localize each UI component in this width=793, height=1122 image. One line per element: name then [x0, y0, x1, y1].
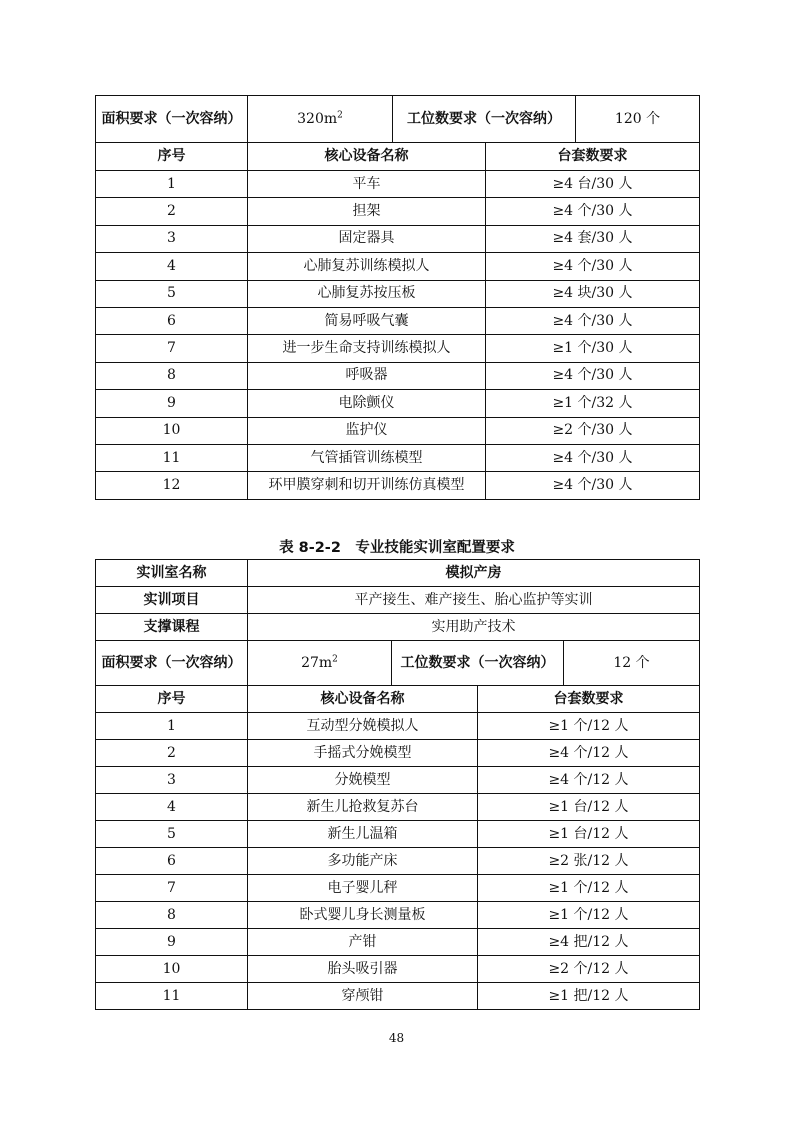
table-header-row	[96, 686, 700, 713]
row-equipment-name: 简易呼吸气囊	[248, 307, 486, 334]
row-equipment-name: 气管插管训练模型	[248, 444, 486, 471]
row-no: 6	[96, 848, 248, 875]
row-no: 11	[96, 983, 248, 1010]
row-equipment-name: 分娩模型	[248, 767, 478, 794]
row-equipment-name: 新生儿抢救复苏台	[248, 794, 478, 821]
course-label: 支撑课程	[96, 614, 248, 641]
table-row	[96, 875, 700, 902]
project-row	[96, 587, 700, 614]
table-row	[96, 794, 700, 821]
row-no: 3	[96, 767, 248, 794]
row-quantity: ≥4 个/30 人	[486, 253, 700, 280]
row-no: 7	[96, 335, 248, 362]
row-no: 7	[96, 875, 248, 902]
row-no: 1	[96, 713, 248, 740]
area-value: $320m^2$	[248, 96, 393, 143]
row-quantity: ≥1 个/12 人	[478, 902, 700, 929]
header-name: 核心设备名称	[248, 143, 486, 171]
row-no: 9	[96, 929, 248, 956]
project-label: 实训项目	[96, 587, 248, 614]
area-row	[96, 96, 700, 143]
room-name-row	[96, 560, 700, 587]
row-equipment-name: 胎头吸引器	[248, 956, 478, 983]
row-no: 2	[96, 740, 248, 767]
row-equipment-name: 多功能产床	[248, 848, 478, 875]
stations-value: 12 个	[564, 641, 700, 686]
stations-label: 工位数要求（一次容纳）	[392, 641, 564, 686]
row-equipment-name: 进一步生命支持训练模拟人	[248, 335, 486, 362]
row-equipment-name: 心肺复苏按压板	[248, 280, 486, 307]
row-equipment-name: 手摇式分娩模型	[248, 740, 478, 767]
row-equipment-name: 固定器具	[248, 225, 486, 252]
row-equipment-name: 互动型分娩模拟人	[248, 713, 478, 740]
area-label: 面积要求（一次容纳）	[96, 641, 248, 686]
area-value: $27m^2$	[248, 641, 392, 686]
row-equipment-name: 环甲膜穿刺和切开训练仿真模型	[248, 472, 486, 499]
row-quantity: ≥2 张/12 人	[478, 848, 700, 875]
table-row	[96, 362, 700, 389]
row-no: 5	[96, 821, 248, 848]
course-value: 实用助产技术	[248, 614, 700, 641]
header-qty: 台套数要求	[478, 686, 700, 713]
row-equipment-name: 呼吸器	[248, 362, 486, 389]
table-row	[96, 821, 700, 848]
room-value: 模拟产房	[248, 560, 700, 587]
row-quantity: ≥4 个/30 人	[486, 198, 700, 225]
header-no: 序号	[96, 686, 248, 713]
room-label: 实训室名称	[96, 560, 248, 587]
table-row	[96, 198, 700, 225]
row-no: 4	[96, 794, 248, 821]
header-no: 序号	[96, 143, 248, 171]
table-row	[96, 307, 700, 334]
equipment-table-1	[95, 95, 700, 500]
table-row	[96, 280, 700, 307]
table-row	[96, 390, 700, 417]
row-equipment-name: 心肺复苏训练模拟人	[248, 253, 486, 280]
stations-value: 120 个	[576, 96, 700, 143]
area-label: 面积要求（一次容纳）	[96, 96, 248, 143]
row-quantity: ≥1 个/12 人	[478, 713, 700, 740]
header-qty: 台套数要求	[486, 143, 700, 171]
table-row	[96, 417, 700, 444]
row-quantity: ≥4 台/30 人	[486, 171, 700, 198]
row-quantity: ≥4 个/30 人	[486, 472, 700, 499]
row-quantity: ≥4 个/12 人	[478, 767, 700, 794]
row-quantity: ≥4 个/30 人	[486, 362, 700, 389]
row-quantity: ≥4 把/12 人	[478, 929, 700, 956]
row-quantity: ≥1 个/12 人	[478, 875, 700, 902]
table-row	[96, 929, 700, 956]
table-row	[96, 472, 700, 499]
project-value: 平产接生、难产接生、胎心监护等实训	[248, 587, 700, 614]
row-no: 2	[96, 198, 248, 225]
row-equipment-name: 电子婴儿秤	[248, 875, 478, 902]
table-row	[96, 848, 700, 875]
row-equipment-name: 电除颤仪	[248, 390, 486, 417]
header-name: 核心设备名称	[248, 686, 478, 713]
row-quantity: ≥1 个/32 人	[486, 390, 700, 417]
row-quantity: ≥4 块/30 人	[486, 280, 700, 307]
row-no: 12	[96, 472, 248, 499]
row-equipment-name: 平车	[248, 171, 486, 198]
row-quantity: ≥4 套/30 人	[486, 225, 700, 252]
row-quantity: ≥1 把/12 人	[478, 983, 700, 1010]
area-row	[96, 641, 700, 686]
table-row	[96, 225, 700, 252]
table-header-row	[96, 143, 700, 171]
table-row	[96, 444, 700, 471]
row-quantity: ≥4 个/30 人	[486, 307, 700, 334]
row-equipment-name: 监护仪	[248, 417, 486, 444]
course-row	[96, 614, 700, 641]
table-row	[96, 171, 700, 198]
row-no: 10	[96, 956, 248, 983]
table-row	[96, 335, 700, 362]
table-row	[96, 767, 700, 794]
row-no: 9	[96, 390, 248, 417]
equipment-table-2	[95, 559, 700, 1010]
page-number: 48	[388, 1031, 405, 1045]
row-quantity: ≥2 个/30 人	[486, 417, 700, 444]
table-row	[96, 253, 700, 280]
row-quantity: ≥4 个/30 人	[486, 444, 700, 471]
row-quantity: ≥2 个/12 人	[478, 956, 700, 983]
row-equipment-name: 穿颅钳	[248, 983, 478, 1010]
row-quantity: ≥1 台/12 人	[478, 821, 700, 848]
row-no: 11	[96, 444, 248, 471]
stations-label: 工位数要求（一次容纳）	[393, 96, 576, 143]
row-equipment-name: 新生儿温箱	[248, 821, 478, 848]
row-quantity: ≥4 个/12 人	[478, 740, 700, 767]
row-equipment-name: 担架	[248, 198, 486, 225]
row-no: 6	[96, 307, 248, 334]
table-row	[96, 956, 700, 983]
row-no: 4	[96, 253, 248, 280]
row-no: 10	[96, 417, 248, 444]
row-no: 3	[96, 225, 248, 252]
row-equipment-name: 产钳	[248, 929, 478, 956]
row-quantity: ≥1 台/12 人	[478, 794, 700, 821]
table-row	[96, 902, 700, 929]
row-quantity: ≥1 个/30 人	[486, 335, 700, 362]
table-row	[96, 713, 700, 740]
row-no: 5	[96, 280, 248, 307]
table-caption: 表 8-2-2 专业技能实训室配置要求	[279, 540, 515, 556]
row-no: 1	[96, 171, 248, 198]
row-no: 8	[96, 902, 248, 929]
table-row	[96, 983, 700, 1010]
row-equipment-name: 卧式婴儿身长测量板	[248, 902, 478, 929]
row-no: 8	[96, 362, 248, 389]
table-row	[96, 740, 700, 767]
